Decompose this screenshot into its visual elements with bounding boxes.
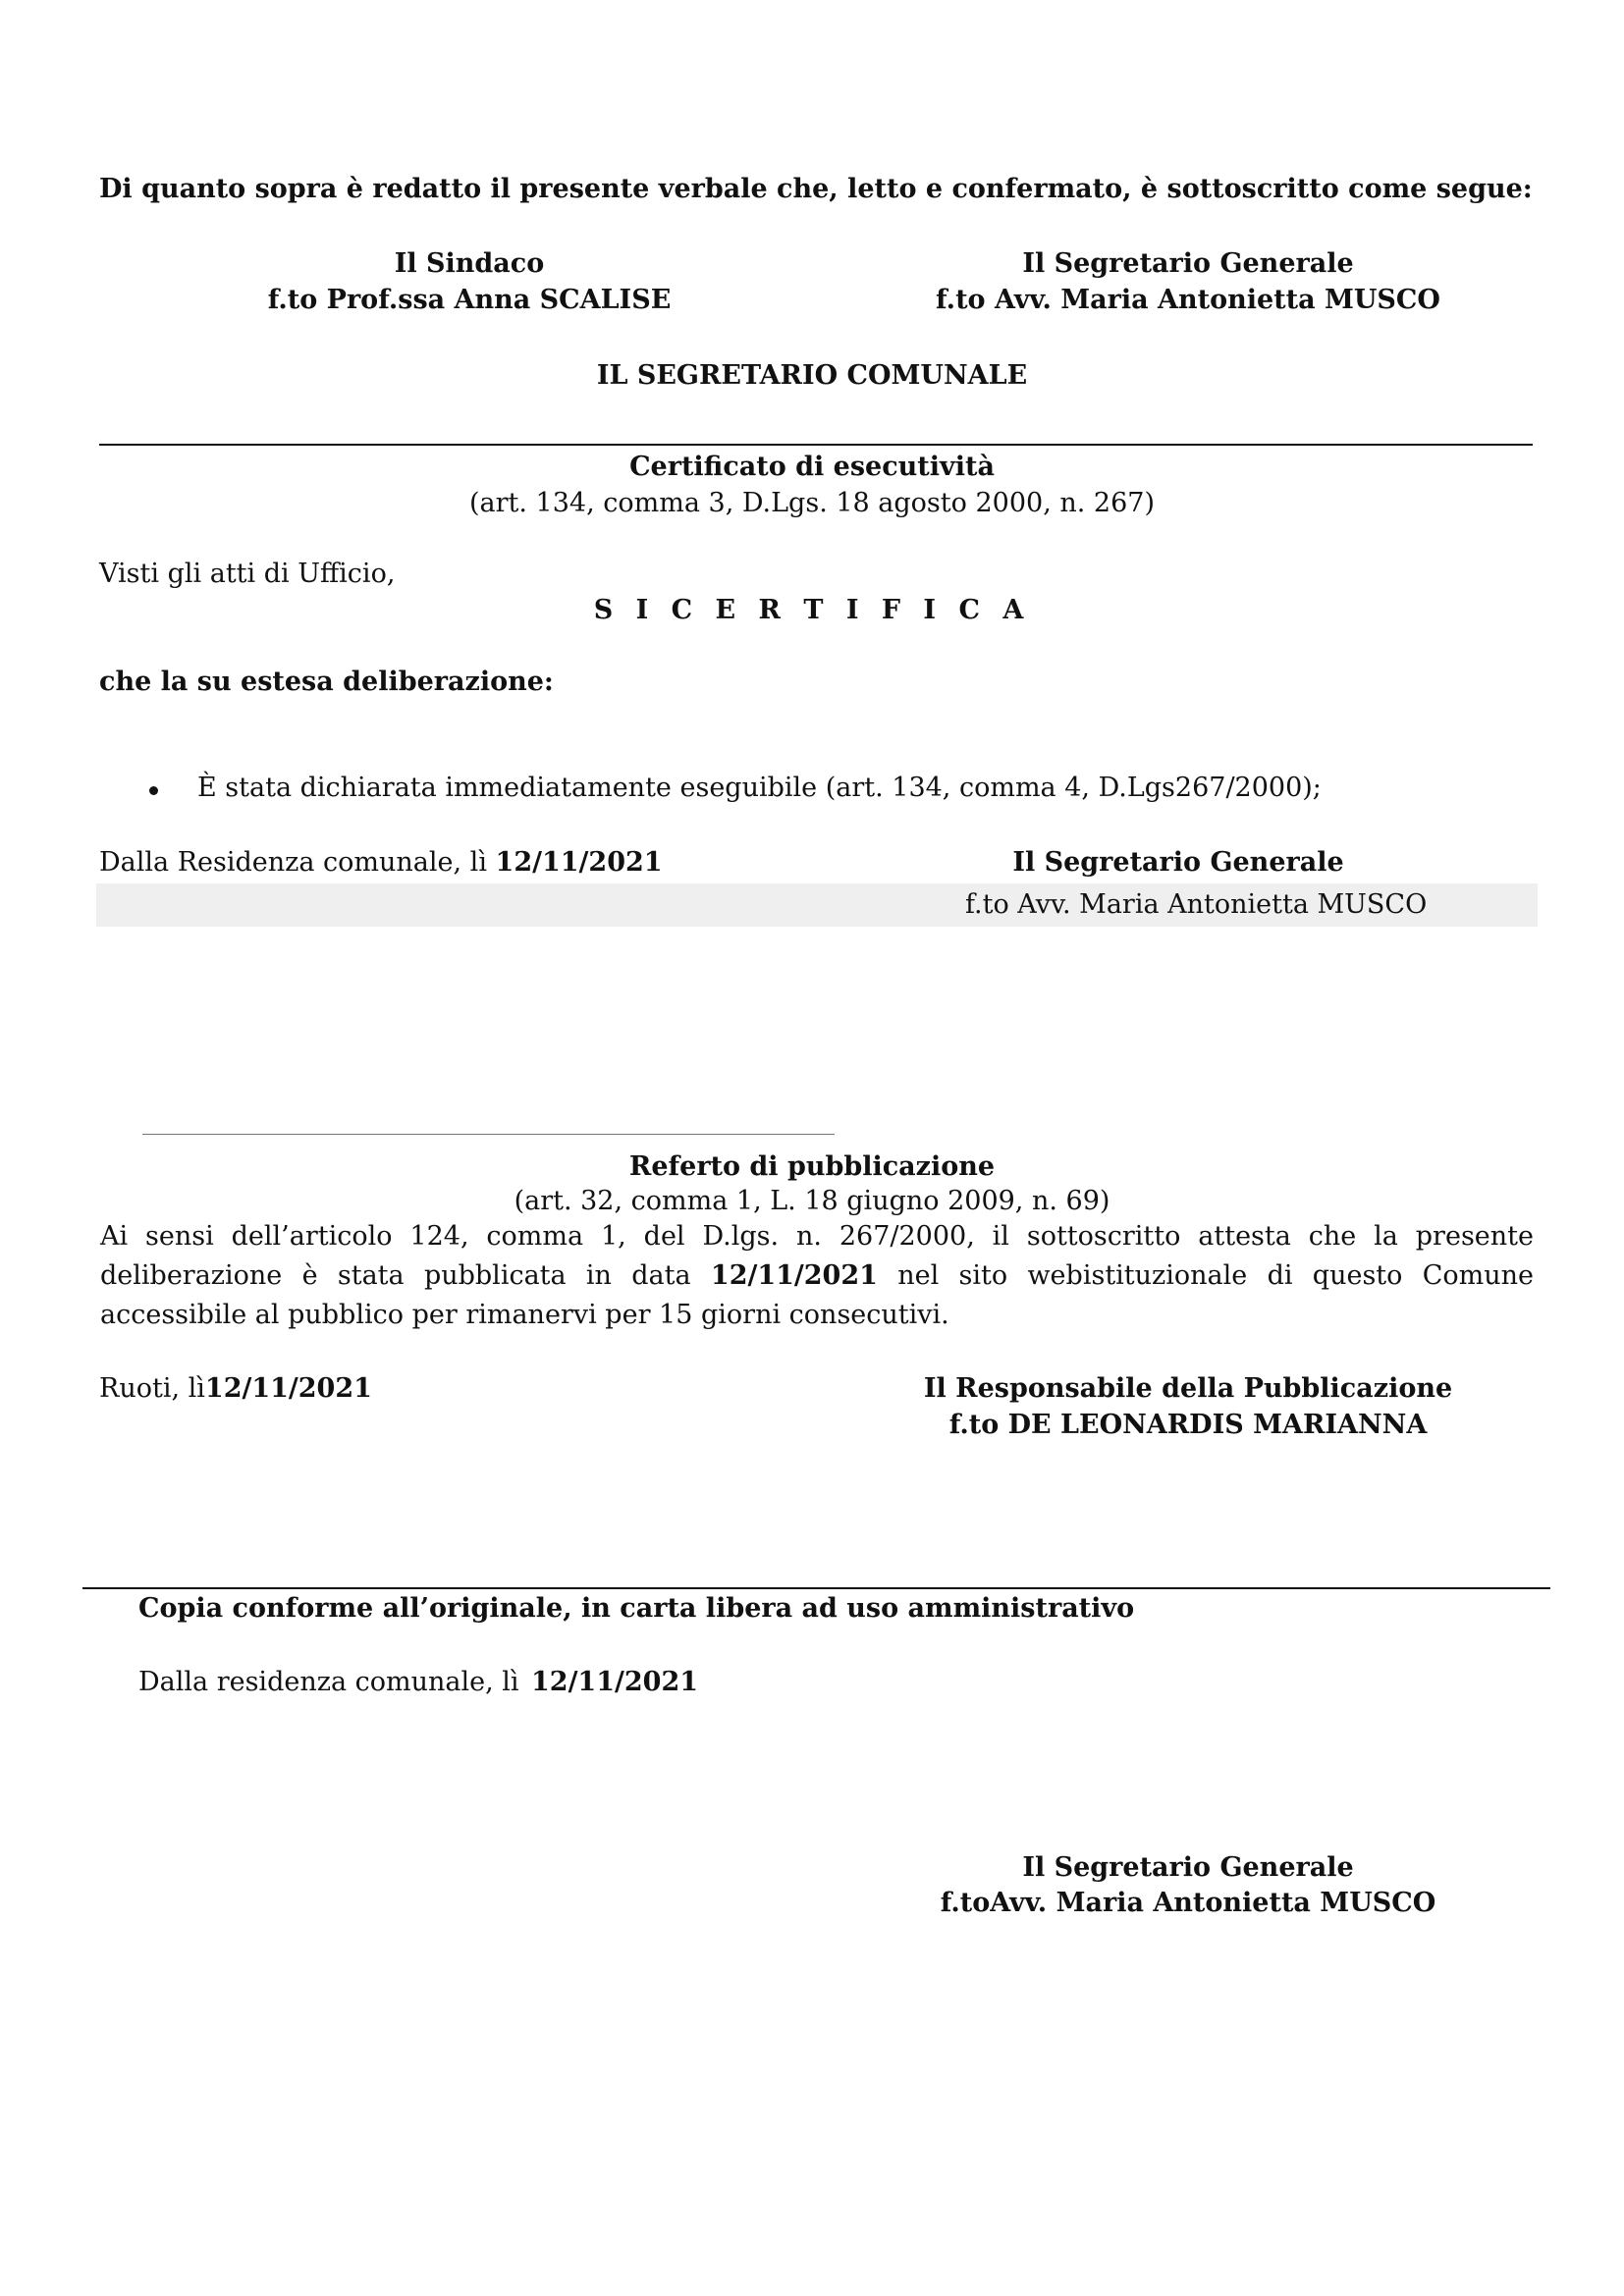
referto-text-part2: nel sito webistituzionale di questo Comune accessibile al pubblico per rimanervi per 15 giorni consecutivi. [100,1260,1534,1330]
certificato-title: Certificato di esecutività [629,452,995,482]
referto-paragraph [100,1217,1534,1335]
certificato-date: 12/11/2021 [495,847,663,878]
referto-place-date [99,1372,372,1406]
sindaco-name: f.to Prof.ssa Anna SCALISE [267,285,672,315]
si-certifica-heading: S I C E R T I F I C A [593,595,1031,625]
referto-reference: (art. 32, comma 1, L. 18 giugno 2009, n. 69) [514,1186,1110,1216]
referto-underline: ______________________________________________________________________________________________ [142,1117,835,1135]
copia-place: Dalla residenza comunale, lì [138,1667,519,1697]
bullet-icon [149,786,158,795]
referto-signer-title: Il Responsabile della Pubblicazione [923,1373,1453,1404]
divider-top [99,444,1533,446]
certificato-reference: (art. 134, comma 3, D.Lgs. 18 agosto 2000, n. 267) [469,488,1155,518]
referto-date: 12/11/2021 [204,1373,372,1404]
copia-signer-title: Il Segretario Generale [1022,1852,1354,1883]
certificato-signer-title: Il Segretario Generale [1012,847,1344,878]
divider-bottom [82,1587,1550,1589]
certificato-signer-name: f.to Avv. Maria Antonietta MUSCO [965,889,1428,920]
referto-signer-name: f.to DE LEONARDIS MARIANNA [948,1410,1428,1440]
copia-signer-name: f.toAvv. Maria Antonietta MUSCO [940,1888,1436,1918]
referto-place-prefix: Ruoti, lì [99,1373,205,1404]
segretario-comunale-heading: IL SEGRETARIO COMUNALE [596,360,1028,391]
place-prefix: Dalla Residenza comunale, lì [99,847,496,878]
segretario-title: Il Segretario Generale [1022,248,1354,279]
certificato-place-date [99,846,663,880]
visti-text: Visti gli atti di Ufficio, [99,559,396,589]
copia-date: 12/11/2021 [531,1667,699,1697]
bullet-item: È stata dichiarata immediatamente eseguibile (art. 134, comma 4, D.Lgs267/2000); [197,773,1322,803]
referto-text-date: 12/11/2021 [710,1260,878,1291]
segretario-name: f.to Avv. Maria Antonietta MUSCO [936,285,1440,315]
sindaco-title: Il Sindaco [394,248,545,279]
copia-title: Copia conforme all’originale, in carta libera ad uso amministrativo [138,1593,1135,1624]
intro-text: Di quanto sopra è redatto il presente verbale che, letto e confermato, è sottoscritto come segue: [99,174,1533,204]
referto-title: Referto di pubblicazione [628,1151,996,1182]
che-text: che la su estesa deliberazione: [99,667,554,697]
referto-text-part1: Ai sensi dell’articolo 124, comma 1, del D.lgs. n. 267/2000, il sottoscritto attesta che la presente deliberazione è stata pubblicata in data [100,1221,1534,1291]
